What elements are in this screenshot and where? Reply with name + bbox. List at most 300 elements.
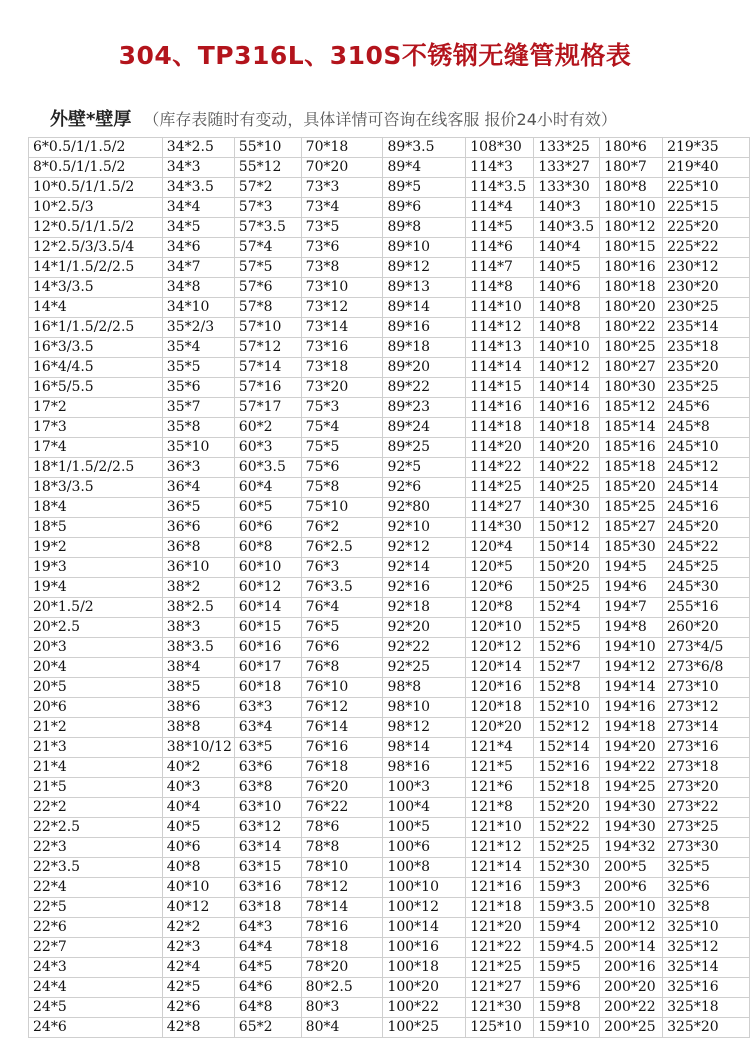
table-cell: 73*12 <box>301 298 383 318</box>
table-row <box>29 838 750 858</box>
table-cell: 92*6 <box>383 478 466 498</box>
table-cell: 180*15 <box>600 238 663 258</box>
table-cell: 14*3/3.5 <box>29 278 163 298</box>
table-cell: 60*10 <box>234 558 301 578</box>
table-cell: 63*12 <box>234 818 301 838</box>
table-cell: 273*25 <box>663 818 750 838</box>
table-cell: 235*18 <box>663 338 750 358</box>
table-cell: 89*10 <box>383 238 466 258</box>
table-cell: 75*5 <box>301 438 383 458</box>
table-cell: 200*25 <box>600 1018 663 1038</box>
table-cell: 100*10 <box>383 878 466 898</box>
table-cell: 63*5 <box>234 738 301 758</box>
table-cell: 73*14 <box>301 318 383 338</box>
table-cell: 273*6/8 <box>663 658 750 678</box>
table-cell: 180*25 <box>600 338 663 358</box>
table-cell: 55*10 <box>234 138 301 158</box>
table-cell: 100*6 <box>383 838 466 858</box>
table-cell: 225*15 <box>663 198 750 218</box>
table-cell: 273*30 <box>663 838 750 858</box>
table-cell: 159*6 <box>534 978 600 998</box>
table-row <box>29 318 750 338</box>
table-cell: 64*8 <box>234 998 301 1018</box>
table-cell: 152*25 <box>534 838 600 858</box>
table-cell: 60*3.5 <box>234 458 301 478</box>
table-cell: 200*5 <box>600 858 663 878</box>
table-cell: 140*22 <box>534 458 600 478</box>
table-cell: 185*14 <box>600 418 663 438</box>
table-cell: 180*30 <box>600 378 663 398</box>
table-cell: 6*0.5/1/1.5/2 <box>29 138 163 158</box>
table-cell: 120*6 <box>466 578 534 598</box>
table-cell: 89*4 <box>383 158 466 178</box>
table-cell: 73*6 <box>301 238 383 258</box>
table-cell: 60*6 <box>234 518 301 538</box>
table-cell: 60*2 <box>234 418 301 438</box>
table-cell: 35*2/3 <box>162 318 234 338</box>
table-cell: 325*14 <box>663 958 750 978</box>
table-cell: 200*12 <box>600 918 663 938</box>
table-row <box>29 578 750 598</box>
table-cell: 133*25 <box>534 138 600 158</box>
table-cell: 36*10 <box>162 558 234 578</box>
table-cell: 230*20 <box>663 278 750 298</box>
table-cell: 20*4 <box>29 658 163 678</box>
table-cell: 114*12 <box>466 318 534 338</box>
table-cell: 225*20 <box>663 218 750 238</box>
table-cell: 152*8 <box>534 678 600 698</box>
table-cell: 245*22 <box>663 538 750 558</box>
table-cell: 121*18 <box>466 898 534 918</box>
table-cell: 38*2.5 <box>162 598 234 618</box>
table-cell: 180*16 <box>600 258 663 278</box>
table-cell: 16*5/5.5 <box>29 378 163 398</box>
spec-table-body <box>29 138 750 1038</box>
spec-table <box>28 137 750 1038</box>
table-cell: 159*3 <box>534 878 600 898</box>
table-cell: 63*18 <box>234 898 301 918</box>
table-cell: 89*23 <box>383 398 466 418</box>
stock-note: （库存表随时有变动，具体详情可咨询在线客服 报价24小时有效） <box>143 110 617 129</box>
table-cell: 159*3.5 <box>534 898 600 918</box>
table-cell: 185*20 <box>600 478 663 498</box>
table-cell: 180*6 <box>600 138 663 158</box>
table-row <box>29 798 750 818</box>
table-cell: 152*10 <box>534 698 600 718</box>
table-cell: 180*27 <box>600 358 663 378</box>
table-cell: 194*8 <box>600 618 663 638</box>
table-row <box>29 858 750 878</box>
table-cell: 21*3 <box>29 738 163 758</box>
table-cell: 121*27 <box>466 978 534 998</box>
table-row <box>29 818 750 838</box>
table-cell: 120*14 <box>466 658 534 678</box>
table-row <box>29 998 750 1018</box>
table-cell: 98*12 <box>383 718 466 738</box>
table-row <box>29 138 750 158</box>
table-cell: 92*25 <box>383 658 466 678</box>
table-row <box>29 558 750 578</box>
table-row <box>29 618 750 638</box>
table-cell: 89*12 <box>383 258 466 278</box>
table-cell: 120*20 <box>466 718 534 738</box>
table-cell: 140*4 <box>534 238 600 258</box>
table-cell: 194*30 <box>600 798 663 818</box>
table-cell: 273*20 <box>663 778 750 798</box>
table-cell: 38*6 <box>162 698 234 718</box>
table-cell: 92*80 <box>383 498 466 518</box>
table-cell: 140*10 <box>534 338 600 358</box>
table-cell: 89*16 <box>383 318 466 338</box>
subtitle <box>50 105 750 131</box>
table-cell: 34*8 <box>162 278 234 298</box>
table-cell: 108*30 <box>466 138 534 158</box>
table-cell: 38*8 <box>162 718 234 738</box>
table-cell: 325*5 <box>663 858 750 878</box>
table-cell: 34*7 <box>162 258 234 278</box>
table-cell: 12*2.5/3/3.5/4 <box>29 238 163 258</box>
table-cell: 140*16 <box>534 398 600 418</box>
table-cell: 36*5 <box>162 498 234 518</box>
table-cell: 73*5 <box>301 218 383 238</box>
page-title: 304、TP316L、310S不锈钢无缝管规格表 <box>118 41 632 70</box>
table-cell: 63*4 <box>234 718 301 738</box>
table-cell: 100*8 <box>383 858 466 878</box>
table-cell: 21*2 <box>29 718 163 738</box>
table-cell: 18*1/1.5/2/2.5 <box>29 458 163 478</box>
table-row <box>29 498 750 518</box>
table-cell: 245*8 <box>663 418 750 438</box>
table-cell: 114*3.5 <box>466 178 534 198</box>
table-cell: 21*5 <box>29 778 163 798</box>
table-cell: 114*6 <box>466 238 534 258</box>
table-cell: 150*12 <box>534 518 600 538</box>
table-cell: 120*18 <box>466 698 534 718</box>
table-row <box>29 238 750 258</box>
table-row <box>29 478 750 498</box>
table-cell: 150*14 <box>534 538 600 558</box>
table-cell: 22*6 <box>29 918 163 938</box>
table-cell: 89*6 <box>383 198 466 218</box>
table-cell: 64*5 <box>234 958 301 978</box>
table-cell: 245*10 <box>663 438 750 458</box>
table-cell: 200*20 <box>600 978 663 998</box>
table-cell: 34*3.5 <box>162 178 234 198</box>
table-cell: 245*12 <box>663 458 750 478</box>
table-cell: 150*25 <box>534 578 600 598</box>
table-cell: 20*2.5 <box>29 618 163 638</box>
table-cell: 76*2 <box>301 518 383 538</box>
table-cell: 34*4 <box>162 198 234 218</box>
table-cell: 140*20 <box>534 438 600 458</box>
table-cell: 34*5 <box>162 218 234 238</box>
table-cell: 92*16 <box>383 578 466 598</box>
table-cell: 89*13 <box>383 278 466 298</box>
table-cell: 114*4 <box>466 198 534 218</box>
table-cell: 63*6 <box>234 758 301 778</box>
table-cell: 20*1.5/2 <box>29 598 163 618</box>
table-row <box>29 598 750 618</box>
table-cell: 22*5 <box>29 898 163 918</box>
table-cell: 180*12 <box>600 218 663 238</box>
table-cell: 20*3 <box>29 638 163 658</box>
table-cell: 16*3/3.5 <box>29 338 163 358</box>
table-cell: 185*12 <box>600 398 663 418</box>
table-cell: 22*4 <box>29 878 163 898</box>
table-cell: 180*8 <box>600 178 663 198</box>
table-cell: 133*30 <box>534 178 600 198</box>
table-cell: 60*12 <box>234 578 301 598</box>
table-cell: 76*6 <box>301 638 383 658</box>
table-cell: 63*3 <box>234 698 301 718</box>
table-cell: 200*22 <box>600 998 663 1018</box>
table-cell: 140*5 <box>534 258 600 278</box>
table-cell: 114*3 <box>466 158 534 178</box>
table-cell: 194*32 <box>600 838 663 858</box>
table-cell: 76*4 <box>301 598 383 618</box>
table-cell: 22*2 <box>29 798 163 818</box>
table-cell: 22*3 <box>29 838 163 858</box>
table-cell: 64*3 <box>234 918 301 938</box>
table-cell: 325*20 <box>663 1018 750 1038</box>
table-row <box>29 658 750 678</box>
table-cell: 63*8 <box>234 778 301 798</box>
table-cell: 140*3 <box>534 198 600 218</box>
table-cell: 42*6 <box>162 998 234 1018</box>
table-row <box>29 398 750 418</box>
table-cell: 120*10 <box>466 618 534 638</box>
table-cell: 76*14 <box>301 718 383 738</box>
table-row <box>29 458 750 478</box>
table-cell: 18*4 <box>29 498 163 518</box>
table-cell: 152*30 <box>534 858 600 878</box>
table-cell: 76*5 <box>301 618 383 638</box>
table-cell: 16*1/1.5/2/2.5 <box>29 318 163 338</box>
table-cell: 260*20 <box>663 618 750 638</box>
table-cell: 325*8 <box>663 898 750 918</box>
table-cell: 194*20 <box>600 738 663 758</box>
table-cell: 235*20 <box>663 358 750 378</box>
table-cell: 273*10 <box>663 678 750 698</box>
table-row <box>29 518 750 538</box>
table-cell: 76*3.5 <box>301 578 383 598</box>
table-cell: 76*8 <box>301 658 383 678</box>
table-cell: 76*2.5 <box>301 538 383 558</box>
table-cell: 10*2.5/3 <box>29 198 163 218</box>
table-cell: 121*22 <box>466 938 534 958</box>
table-cell: 98*16 <box>383 758 466 778</box>
table-cell: 194*10 <box>600 638 663 658</box>
table-cell: 100*12 <box>383 898 466 918</box>
table-cell: 159*4.5 <box>534 938 600 958</box>
table-cell: 194*18 <box>600 718 663 738</box>
table-cell: 152*18 <box>534 778 600 798</box>
table-cell: 36*6 <box>162 518 234 538</box>
table-cell: 152*12 <box>534 718 600 738</box>
table-row <box>29 438 750 458</box>
table-cell: 19*2 <box>29 538 163 558</box>
table-cell: 121*6 <box>466 778 534 798</box>
table-cell: 80*3 <box>301 998 383 1018</box>
table-cell: 152*14 <box>534 738 600 758</box>
table-row <box>29 538 750 558</box>
table-row <box>29 698 750 718</box>
table-cell: 63*15 <box>234 858 301 878</box>
table-cell: 150*20 <box>534 558 600 578</box>
table-cell: 121*4 <box>466 738 534 758</box>
table-cell: 40*2 <box>162 758 234 778</box>
table-cell: 12*0.5/1/1.5/2 <box>29 218 163 238</box>
table-cell: 18*5 <box>29 518 163 538</box>
table-cell: 63*16 <box>234 878 301 898</box>
table-cell: 140*8 <box>534 298 600 318</box>
table-cell: 245*14 <box>663 478 750 498</box>
table-cell: 36*4 <box>162 478 234 498</box>
table-cell: 121*16 <box>466 878 534 898</box>
table-cell: 38*2 <box>162 578 234 598</box>
table-cell: 98*8 <box>383 678 466 698</box>
table-cell: 60*17 <box>234 658 301 678</box>
table-cell: 159*8 <box>534 998 600 1018</box>
table-cell: 185*30 <box>600 538 663 558</box>
table-row <box>29 338 750 358</box>
table-cell: 235*25 <box>663 378 750 398</box>
table-cell: 140*12 <box>534 358 600 378</box>
table-cell: 219*40 <box>663 158 750 178</box>
table-cell: 325*6 <box>663 878 750 898</box>
table-cell: 152*7 <box>534 658 600 678</box>
table-cell: 114*16 <box>466 398 534 418</box>
table-cell: 114*13 <box>466 338 534 358</box>
table-cell: 273*22 <box>663 798 750 818</box>
table-cell: 92*22 <box>383 638 466 658</box>
table-cell: 225*10 <box>663 178 750 198</box>
table-row <box>29 258 750 278</box>
table-cell: 78*12 <box>301 878 383 898</box>
table-row <box>29 178 750 198</box>
table-cell: 73*8 <box>301 258 383 278</box>
table-cell: 76*10 <box>301 678 383 698</box>
table-cell: 245*20 <box>663 518 750 538</box>
table-row <box>29 298 750 318</box>
table-cell: 98*14 <box>383 738 466 758</box>
table-cell: 18*3/3.5 <box>29 478 163 498</box>
table-cell: 17*4 <box>29 438 163 458</box>
table-cell: 114*15 <box>466 378 534 398</box>
table-cell: 185*18 <box>600 458 663 478</box>
table-row <box>29 758 750 778</box>
table-cell: 140*18 <box>534 418 600 438</box>
table-cell: 273*14 <box>663 718 750 738</box>
table-cell: 140*25 <box>534 478 600 498</box>
table-cell: 78*6 <box>301 818 383 838</box>
table-cell: 34*6 <box>162 238 234 258</box>
table-cell: 245*16 <box>663 498 750 518</box>
table-cell: 89*20 <box>383 358 466 378</box>
table-cell: 36*8 <box>162 538 234 558</box>
table-cell: 57*3 <box>234 198 301 218</box>
table-cell: 100*4 <box>383 798 466 818</box>
table-cell: 57*8 <box>234 298 301 318</box>
table-cell: 20*5 <box>29 678 163 698</box>
table-cell: 35*10 <box>162 438 234 458</box>
table-row <box>29 718 750 738</box>
table-cell: 194*16 <box>600 698 663 718</box>
table-cell: 63*10 <box>234 798 301 818</box>
table-cell: 75*4 <box>301 418 383 438</box>
table-cell: 38*3 <box>162 618 234 638</box>
table-cell: 89*8 <box>383 218 466 238</box>
table-cell: 114*20 <box>466 438 534 458</box>
table-cell: 35*8 <box>162 418 234 438</box>
table-cell: 64*6 <box>234 978 301 998</box>
table-cell: 100*5 <box>383 818 466 838</box>
table-cell: 24*4 <box>29 978 163 998</box>
table-cell: 114*25 <box>466 478 534 498</box>
table-cell: 57*17 <box>234 398 301 418</box>
table-cell: 273*4/5 <box>663 638 750 658</box>
table-row <box>29 358 750 378</box>
table-cell: 152*16 <box>534 758 600 778</box>
table-cell: 22*7 <box>29 938 163 958</box>
table-cell: 100*14 <box>383 918 466 938</box>
table-cell: 19*3 <box>29 558 163 578</box>
table-cell: 14*4 <box>29 298 163 318</box>
table-cell: 75*10 <box>301 498 383 518</box>
table-cell: 140*30 <box>534 498 600 518</box>
table-cell: 89*14 <box>383 298 466 318</box>
table-cell: 16*4/4.5 <box>29 358 163 378</box>
table-cell: 63*14 <box>234 838 301 858</box>
table-cell: 60*5 <box>234 498 301 518</box>
table-cell: 57*4 <box>234 238 301 258</box>
table-cell: 57*3.5 <box>234 218 301 238</box>
table-cell: 75*8 <box>301 478 383 498</box>
table-cell: 40*8 <box>162 858 234 878</box>
table-cell: 245*25 <box>663 558 750 578</box>
table-cell: 92*18 <box>383 598 466 618</box>
table-cell: 152*20 <box>534 798 600 818</box>
table-cell: 121*12 <box>466 838 534 858</box>
table-cell: 57*10 <box>234 318 301 338</box>
table-row <box>29 878 750 898</box>
table-cell: 24*6 <box>29 1018 163 1038</box>
table-cell: 114*5 <box>466 218 534 238</box>
table-cell: 10*0.5/1/1.5/2 <box>29 178 163 198</box>
table-row <box>29 278 750 298</box>
table-cell: 140*14 <box>534 378 600 398</box>
table-cell: 159*5 <box>534 958 600 978</box>
table-cell: 120*5 <box>466 558 534 578</box>
table-cell: 152*22 <box>534 818 600 838</box>
table-cell: 57*12 <box>234 338 301 358</box>
table-cell: 152*6 <box>534 638 600 658</box>
table-row <box>29 898 750 918</box>
table-cell: 140*3.5 <box>534 218 600 238</box>
table-cell: 194*25 <box>600 778 663 798</box>
table-cell: 78*10 <box>301 858 383 878</box>
table-cell: 78*16 <box>301 918 383 938</box>
table-row <box>29 678 750 698</box>
table-cell: 273*16 <box>663 738 750 758</box>
table-cell: 24*3 <box>29 958 163 978</box>
table-cell: 36*3 <box>162 458 234 478</box>
table-cell: 180*18 <box>600 278 663 298</box>
table-cell: 42*2 <box>162 918 234 938</box>
table-cell: 22*2.5 <box>29 818 163 838</box>
table-row <box>29 198 750 218</box>
table-cell: 38*3.5 <box>162 638 234 658</box>
